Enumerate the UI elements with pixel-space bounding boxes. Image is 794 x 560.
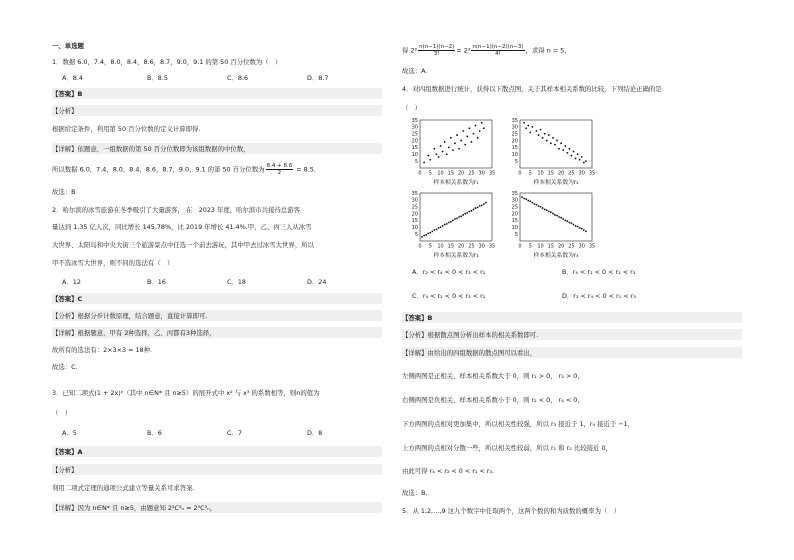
q2-option-a: A．12 xyxy=(62,278,81,286)
plot-frame xyxy=(420,120,492,168)
y-tick-label: 15 xyxy=(511,145,518,152)
scatter-point xyxy=(581,156,583,158)
scatter-point xyxy=(573,151,575,153)
scatter-point xyxy=(448,147,450,149)
scatter-point xyxy=(579,227,581,229)
scatter-point xyxy=(473,133,475,135)
scatter-point xyxy=(481,122,483,124)
scatter-point xyxy=(431,231,433,233)
plot-caption: 样本相关系数为r₁ xyxy=(433,180,479,186)
scatter-point xyxy=(585,231,587,233)
x-tick-label: 5 xyxy=(528,170,532,177)
scatter-point xyxy=(550,142,552,144)
scatter-point xyxy=(523,122,525,124)
x-tick-label: 10 xyxy=(537,170,544,177)
y-tick-label: 5 xyxy=(514,158,518,165)
x-tick-label: 35 xyxy=(488,243,496,250)
q4-answer: 【答案】B xyxy=(402,314,433,322)
scatter-point xyxy=(554,144,556,146)
x-tick-label: 10 xyxy=(437,170,444,177)
scatter-point xyxy=(529,131,531,133)
scatter-svg xyxy=(406,190,498,267)
scatter-point xyxy=(525,127,527,129)
q2-analysis: 【分析】根据分步计数原理，结合题意，直接计算即可. xyxy=(52,312,208,320)
q1-frac-num: 8.4 + 8.6 xyxy=(266,163,293,169)
q3-option-d: D．8 xyxy=(307,429,323,437)
q2-stem-2: 量达到 1.35 亿人次，同比增长 145.78%，比 2019 年增长 41.4%.甲、乙、丙三人从冰雪 xyxy=(52,223,312,231)
q2-detail: 【详解】根据题意，甲有 2种选择，乙、丙都有3种选择， xyxy=(52,329,216,337)
scatter-point xyxy=(466,136,468,138)
cont-mid: = 2³ xyxy=(456,46,471,55)
scatter-point xyxy=(429,232,431,234)
cont-frac1-num: n(n−1)(n−2) xyxy=(419,44,455,50)
q3-analysis-tag: 【分析】 xyxy=(52,466,78,474)
scatter-point xyxy=(548,134,550,136)
q1-answer-band xyxy=(52,88,382,99)
q3-detail: 【详解】因为 n∈N* 且 n≥5，由题意知 2²C²ₙ = 2³C³ₙ， xyxy=(52,504,217,512)
y-tick-label: 30 xyxy=(511,124,518,131)
scatter-point xyxy=(548,211,550,213)
x-tick-label: 20 xyxy=(557,170,565,177)
scatter-point xyxy=(425,234,427,236)
scatter-point xyxy=(421,236,423,238)
scatter-point xyxy=(558,148,560,150)
q2-stem-4: 甲不选冰雪大世界，则不同的选法有（ ） xyxy=(52,259,174,267)
scatter-point xyxy=(542,137,544,139)
scatter-point xyxy=(583,229,585,231)
scatter-point xyxy=(473,209,475,211)
scatter-point xyxy=(429,159,431,161)
q1-answer: 【答案】B xyxy=(52,90,83,98)
q4-detail-3: 右侧两图是负相关，样本相关系数小于 0，则 r₂ < 0， r₄ < 0， xyxy=(402,396,584,404)
plot-caption: 样本相关系数为r₄ xyxy=(533,253,579,259)
q3-stem-2: （ ） xyxy=(52,409,72,417)
scatter-point xyxy=(571,222,573,224)
q3-answer-band xyxy=(52,446,382,457)
q4-detail-5: 上方两图的点相对分散一些，所以相关性较弱，所以 r₁ 和 r₂ 比较接近 0， xyxy=(402,444,612,452)
x-tick-label: 15 xyxy=(547,170,555,177)
plot-caption: 样本相关系数为r₃ xyxy=(433,253,479,259)
scatter-point xyxy=(536,130,538,132)
q1-stem: 1．数据 6.0，7.4，8.0，8.4，8.6，8.7，9.0，9.1 的第 50 百分位数为（ ） xyxy=(52,58,282,66)
q2-detail-2: 故所有的选法有：2×3×3 = 18种. xyxy=(52,346,153,354)
scatter-point xyxy=(440,226,442,228)
q3-continuation xyxy=(402,44,571,57)
scatter-point xyxy=(575,158,577,160)
scatter-plot-r1 xyxy=(406,117,498,194)
y-tick-label: 20 xyxy=(511,211,518,218)
scatter-point xyxy=(477,137,479,139)
scatter-point xyxy=(564,220,566,222)
y-tick-label: 15 xyxy=(411,145,418,152)
scatter-point xyxy=(558,216,560,218)
q4-answer-band xyxy=(402,312,742,323)
y-tick-label: 35 xyxy=(511,190,518,197)
q2-option-b: B．16 xyxy=(147,278,166,286)
x-tick-label: 20 xyxy=(457,243,465,250)
scatter-point xyxy=(454,142,456,144)
x-tick-label: 0 xyxy=(418,170,422,177)
plot-frame xyxy=(420,193,492,241)
scatter-point xyxy=(456,217,458,219)
scatter-point xyxy=(556,140,558,142)
scatter-point xyxy=(446,223,448,225)
scatter-point xyxy=(583,162,585,164)
scatter-point xyxy=(581,228,583,230)
scatter-point xyxy=(564,145,566,147)
scatter-point xyxy=(423,162,425,164)
scatter-point xyxy=(523,198,525,200)
scatter-point xyxy=(536,204,538,206)
plot-caption: 样本相关系数为r₂ xyxy=(533,180,579,186)
scatter-point xyxy=(546,209,548,211)
y-tick-label: 10 xyxy=(511,225,518,232)
scatter-point xyxy=(562,149,564,151)
scatter-point xyxy=(554,214,556,216)
scatter-point xyxy=(454,218,456,220)
scatter-svg xyxy=(506,117,598,194)
x-tick-label: 30 xyxy=(578,243,585,250)
scatter-point xyxy=(531,126,533,128)
q4-stem-2: （ ） xyxy=(402,104,422,112)
scatter-point xyxy=(560,217,562,219)
scatter-point xyxy=(452,149,454,151)
scatter-point xyxy=(527,200,529,202)
y-tick-label: 5 xyxy=(414,158,418,165)
scatter-svg xyxy=(406,117,498,194)
y-tick-label: 10 xyxy=(511,152,518,159)
x-tick-label: 20 xyxy=(557,243,565,250)
q4-option-c: C．r₄ < r₂ < 0 < r₃ < r₁ xyxy=(412,292,486,300)
scatter-svg xyxy=(506,190,598,267)
scatter-point xyxy=(560,142,562,144)
cont-fraction-2 xyxy=(471,44,524,57)
x-tick-label: 10 xyxy=(537,243,544,250)
cont-prefix: 得 2² xyxy=(402,46,418,55)
scatter-point xyxy=(436,228,438,230)
scatter-point xyxy=(458,148,460,150)
scatter-point xyxy=(534,203,536,205)
scatter-point xyxy=(531,202,533,204)
scatter-point xyxy=(434,148,436,150)
q1-analysis-band xyxy=(52,105,382,116)
x-tick-label: 25 xyxy=(568,170,575,177)
scatter-point xyxy=(471,141,473,143)
scatter-point xyxy=(585,160,587,162)
scatter-point xyxy=(540,206,542,208)
x-tick-label: 25 xyxy=(568,243,575,250)
q4-detail-4: 下方两图的点相对更加集中，所以相关性较强，所以 r₃ 接近于 1，r₄ 接近于 −1， xyxy=(402,420,635,428)
y-tick-label: 25 xyxy=(411,131,418,138)
y-tick-label: 5 xyxy=(514,231,518,238)
cont-frac1-den: 3! xyxy=(433,51,440,57)
scatter-point xyxy=(479,130,481,132)
scatter-point xyxy=(464,213,466,215)
scatter-point xyxy=(427,155,429,157)
scatter-point xyxy=(571,155,573,157)
cont-frac2-den: 4! xyxy=(495,51,501,57)
x-tick-label: 10 xyxy=(437,243,444,250)
scatter-point xyxy=(538,134,540,136)
scatter-point xyxy=(446,153,448,155)
x-tick-label: 35 xyxy=(488,170,496,177)
y-tick-label: 30 xyxy=(511,197,518,204)
scatter-point xyxy=(479,205,481,207)
q4-stem-1: 4．对四组数据进行统计，获得以下散点图，关于其样本相关系数的比较，下列结论正确的是 xyxy=(402,85,662,93)
y-tick-label: 30 xyxy=(411,197,418,204)
x-tick-label: 15 xyxy=(547,243,555,250)
x-tick-label: 0 xyxy=(518,170,522,177)
q3-choice: 故选：A． xyxy=(402,67,432,75)
scatter-point xyxy=(485,202,487,204)
scatter-point xyxy=(464,144,466,146)
scatter-point xyxy=(483,127,485,129)
x-tick-label: 15 xyxy=(447,243,455,250)
scatter-point xyxy=(546,140,548,142)
q1-choice: 故选：B xyxy=(52,188,76,196)
scatter-point xyxy=(542,207,544,209)
y-tick-label: 25 xyxy=(411,204,418,211)
scatter-point xyxy=(575,225,577,227)
q4-analysis: 【分析】根据散点图分析出样本的相关系数即可. xyxy=(402,331,539,339)
scatter-point xyxy=(456,134,458,136)
x-tick-label: 5 xyxy=(428,243,432,250)
scatter-point xyxy=(573,224,575,226)
cont-suffix: ，求得 n = 5， xyxy=(525,46,571,55)
x-tick-label: 25 xyxy=(468,243,475,250)
scatter-point xyxy=(568,148,570,150)
q3-answer: 【答案】A xyxy=(52,448,83,456)
x-tick-label: 5 xyxy=(528,243,532,250)
q3-option-b: B．6 xyxy=(147,429,162,437)
q3-analysis-band xyxy=(52,464,382,475)
scatter-point xyxy=(458,216,460,218)
scatter-point xyxy=(544,209,546,211)
q1-detail: 【详解】依题意，一组数据的第 50 百分位数即为该组数据的中位数， xyxy=(52,145,250,153)
scatter-plot-r3 xyxy=(406,190,498,267)
x-tick-label: 35 xyxy=(588,243,596,250)
y-tick-label: 5 xyxy=(414,231,418,238)
q1-option-c: C．8.6 xyxy=(227,74,249,82)
x-tick-label: 35 xyxy=(588,170,596,177)
y-tick-label: 35 xyxy=(411,117,418,124)
scatter-point xyxy=(475,125,477,127)
scatter-point xyxy=(468,211,470,213)
scatter-point xyxy=(556,215,558,217)
y-tick-label: 20 xyxy=(511,138,518,145)
scatter-point xyxy=(438,156,440,158)
y-tick-label: 10 xyxy=(411,225,418,232)
scatter-point xyxy=(460,215,462,217)
scatter-point xyxy=(427,233,429,235)
x-tick-label: 30 xyxy=(478,170,485,177)
scatter-plot-r4 xyxy=(506,190,598,267)
scatter-point xyxy=(440,145,442,147)
scatter-point xyxy=(550,211,552,213)
scatter-point xyxy=(468,127,470,129)
scatter-point xyxy=(540,129,542,131)
scatter-point xyxy=(462,130,464,132)
scatter-point xyxy=(442,151,444,153)
scatter-point xyxy=(434,229,436,231)
y-tick-label: 35 xyxy=(511,117,518,124)
y-tick-label: 10 xyxy=(411,152,418,159)
scatter-point xyxy=(483,203,485,205)
scatter-point xyxy=(544,133,546,135)
q3-analysis: 利用二项式定理的通项公式建立等量关系可求答案. xyxy=(52,484,195,492)
q1-option-b: B．8.5 xyxy=(147,74,168,82)
x-tick-label: 5 xyxy=(428,170,432,177)
scatter-point xyxy=(527,125,529,127)
q4-option-a: A．r₂ < r₄ < 0 < r₃ < r₁ xyxy=(412,268,486,276)
scatter-point xyxy=(529,200,531,202)
scatter-point xyxy=(552,137,554,139)
cont-fraction-1 xyxy=(418,44,455,57)
scatter-point xyxy=(481,204,483,206)
q4-detail-6: 由此可得 r₄ < r₂ < 0 < r₁ < r₃. xyxy=(402,467,495,475)
scatter-point xyxy=(448,222,450,224)
q1-detail-2 xyxy=(52,163,316,176)
q1-analysis: 根据给定条件，利用第 50 百分位数的定义计算即得. xyxy=(52,125,201,133)
x-tick-label: 15 xyxy=(447,170,455,177)
scatter-point xyxy=(579,159,581,161)
q2-answer-band xyxy=(52,293,382,304)
scatter-point xyxy=(566,220,568,222)
scatter-point xyxy=(452,220,454,222)
scatter-point xyxy=(552,213,554,215)
scatter-point xyxy=(562,218,564,220)
scatter-point xyxy=(577,226,579,228)
left-column xyxy=(52,0,382,560)
x-tick-label: 20 xyxy=(457,170,465,177)
scatter-point xyxy=(577,153,579,155)
q2-stem-3: 大世界、太阳岛和中央大街三个旅游景点中任选一个前去游玩，其中甲去过冰雪大世界，所以 xyxy=(52,241,315,249)
y-tick-label: 15 xyxy=(411,218,418,225)
scatter-point xyxy=(525,198,527,200)
y-tick-label: 35 xyxy=(411,190,418,197)
scatter-point xyxy=(438,227,440,229)
y-tick-label: 15 xyxy=(511,218,518,225)
q3-option-c: C．7 xyxy=(227,429,242,437)
y-tick-label: 20 xyxy=(411,211,418,218)
x-tick-label: 0 xyxy=(518,243,522,250)
scatter-point xyxy=(521,196,523,198)
cont-frac2-num: n(n−1)(n−2)(n−3) xyxy=(472,44,524,50)
y-tick-label: 30 xyxy=(411,124,418,131)
scatter-point xyxy=(477,207,479,209)
q3-option-a: A．5 xyxy=(62,429,77,437)
scatter-point xyxy=(442,225,444,227)
q5-stem: 5．从 1,2,…,9 这九个数字中任取两个，这两个数的和为质数的概率为（ ） xyxy=(402,507,621,515)
q4-option-d: D．r₂ < r₄ < 0 < r₁ < r₃ xyxy=(562,292,636,300)
scatter-point xyxy=(538,205,540,207)
q3-stem-1: 3．已知二项式(1 + 2x)ⁿ（其中 n∈N* 且 n≥5）的展开式中 x² 与 x³ 的系数相等，则n的值为 xyxy=(52,389,320,397)
q1-detail-2-suffix: = 8.5. xyxy=(294,165,316,174)
scatter-point xyxy=(466,212,468,214)
q1-frac-den: 2 xyxy=(277,170,282,176)
q1-detail-2-prefix: 所以数据 6.0，7.4，8.0，8.4，8.6，8.7，9.0，9.1 的第 50 百分位数为 xyxy=(52,165,265,174)
y-tick-label: 25 xyxy=(511,131,518,138)
scatter-point xyxy=(450,137,452,139)
scatter-point xyxy=(462,214,464,216)
x-tick-label: 30 xyxy=(578,170,585,177)
scatter-point xyxy=(444,141,446,143)
scatter-point xyxy=(423,235,425,237)
q1-option-a: A．8.4 xyxy=(62,74,83,82)
x-tick-label: 30 xyxy=(478,243,485,250)
q2-answer: 【答案】C xyxy=(52,295,83,303)
q2-option-d: D．24 xyxy=(307,278,327,286)
y-tick-label: 25 xyxy=(511,204,518,211)
scatter-point xyxy=(566,152,568,154)
scatter-point xyxy=(450,221,452,223)
plot-frame xyxy=(520,120,592,168)
scatter-point xyxy=(460,140,462,142)
q4-detail: 【详解】由给出的四组数据的散点图可以看出， xyxy=(402,349,537,357)
y-tick-label: 20 xyxy=(411,138,418,145)
q2-choice: 故选：C. xyxy=(52,363,78,371)
scatter-point xyxy=(568,222,570,224)
q2-stem-1: 2．哈尔滨的冰雪旅游在冬季吸引了大量游客， 在 2023 年度，哈尔滨市共接待总游客 xyxy=(52,206,301,214)
q4-choice: 故选：B. xyxy=(402,489,428,497)
plot-frame xyxy=(520,193,592,241)
q1-option-d: D．8.7 xyxy=(307,74,329,82)
q4-detail-2: 左侧两图是正相关，样本相关系数大于 0，则 r₁ > 0， r₃ > 0， xyxy=(402,372,584,380)
q1-analysis-tag: 【分析】 xyxy=(52,107,78,115)
x-tick-label: 25 xyxy=(468,170,475,177)
scatter-point xyxy=(471,210,473,212)
scatter-point xyxy=(436,153,438,155)
section-title: 一、单选题 xyxy=(52,42,84,50)
q1-fraction xyxy=(266,163,294,176)
scatter-point xyxy=(444,224,446,226)
right-column xyxy=(402,0,742,560)
scatter-plot-r2 xyxy=(506,117,598,194)
q4-option-b: B．r₄ < r₂ < 0 < r₁ < r₃ xyxy=(562,268,636,276)
scatter-point xyxy=(475,207,477,209)
x-tick-label: 0 xyxy=(418,243,422,250)
q2-option-c: C．18 xyxy=(227,278,246,286)
